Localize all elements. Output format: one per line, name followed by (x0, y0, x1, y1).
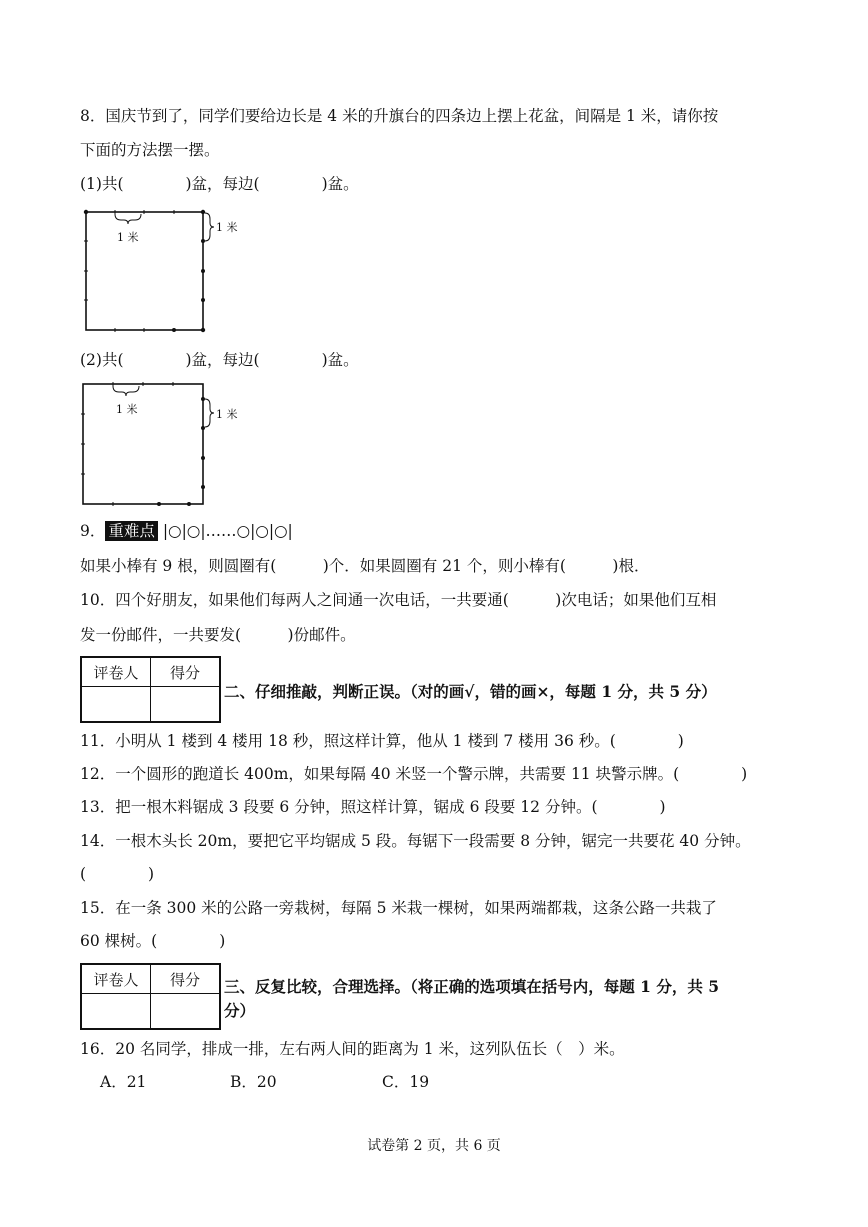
q14-line2: ( ) (80, 865, 155, 883)
score-table-score-cell[interactable] (151, 687, 221, 723)
q8-fig1-side-label: 1 米 (216, 221, 238, 234)
q16-option-a[interactable]: A．21 (100, 1073, 147, 1091)
q9-line2: 如果小棒有 9 根，则圆圈有( )个．如果圆圈有 21 个，则小棒有( )根． (80, 557, 650, 575)
score-table-score-cell[interactable] (151, 994, 221, 1030)
q11: 11．小明从 1 楼到 4 楼用 18 秒，照这样计算，他从 1 楼到 7 楼用 36 秒。( ) (80, 732, 684, 750)
q13: 13．把一根木料锯成 3 段要 6 分钟，照这样计算，锯成 6 段要 12 分钟。( ) (80, 798, 666, 816)
q15-line2: 60 棵树。( ) (80, 932, 226, 950)
q8-fig2-bottom-label: 1 米 (116, 403, 138, 416)
q12: 12．一个圆形的跑道长 400m，如果每隔 40 米竖一个警示牌，共需要 11 块警示牌。( ) (80, 765, 748, 783)
page-footer: 试卷第 2 页，共 6 页 (367, 1138, 501, 1154)
q8-line1: 8．国庆节到了，同学们要给边长是 4 米的升旗台的四条边上摆上花盆，间隔是 1 米，请你按 (80, 107, 719, 125)
q8-fig1-bottom-label: 1 米 (117, 231, 139, 244)
score-table-score: 得分 (151, 657, 221, 687)
section3-heading-line1: 三、反复比较，合理选择。（将正确的选项填在括号内，每题 1 分，共 5 (224, 977, 720, 996)
q10-line2: 发一份邮件，一共要发( )份邮件。 (80, 626, 356, 644)
section3-heading-line2: 分） (224, 1001, 256, 1020)
q9-difficulty-tag: 重难点 (105, 521, 158, 541)
q10-line1: 10．四个好朋友，如果他们每两人之间通一次电话，一共要通( )次电话；如果他们互相 (80, 591, 717, 609)
q9-line1 (80, 521, 293, 541)
q8-part2: (2)共( )盆，每边( )盆。 (80, 351, 359, 369)
q15-line1: 15．在一条 300 米的公路一旁栽树，每隔 5 米栽一棵树，如果两端都栽，这条公路一共栽了 (80, 899, 717, 917)
score-table-grader-cell[interactable] (81, 687, 151, 723)
score-table-1 (80, 656, 221, 723)
q16-stem: 16．20 名同学，排成一排，左右两人间的距离为 1 米，这列队伍长（ ）米。 (80, 1040, 625, 1058)
q16-option-b[interactable]: B．20 (230, 1073, 277, 1091)
score-table-grader-cell[interactable] (81, 994, 151, 1030)
score-table-grader: 评卷人 (81, 657, 151, 687)
score-table-score: 得分 (151, 964, 221, 994)
section2-heading: 二、仔细推敲，判断正误。（对的画√，错的画×，每题 1 分，共 5 分） (224, 682, 717, 701)
q14-line1: 14．一根木头长 20m，要把它平均锯成 5 段。每锯下一段需要 8 分钟，锯完一共要花 40 分钟。 (80, 832, 751, 850)
score-table-grader: 评卷人 (81, 964, 151, 994)
q9-number: 9． (80, 522, 106, 540)
q9-pattern: |○|○|……○|○|○| (162, 522, 293, 540)
q16-option-c[interactable]: C．19 (382, 1073, 430, 1091)
score-table-2 (80, 963, 221, 1030)
q8-part1: (1)共( )盆，每边( )盆。 (80, 175, 359, 193)
q8-line2: 下面的方法摆一摆。 (80, 141, 220, 159)
q8-fig2-side-label: 1 米 (216, 408, 238, 421)
